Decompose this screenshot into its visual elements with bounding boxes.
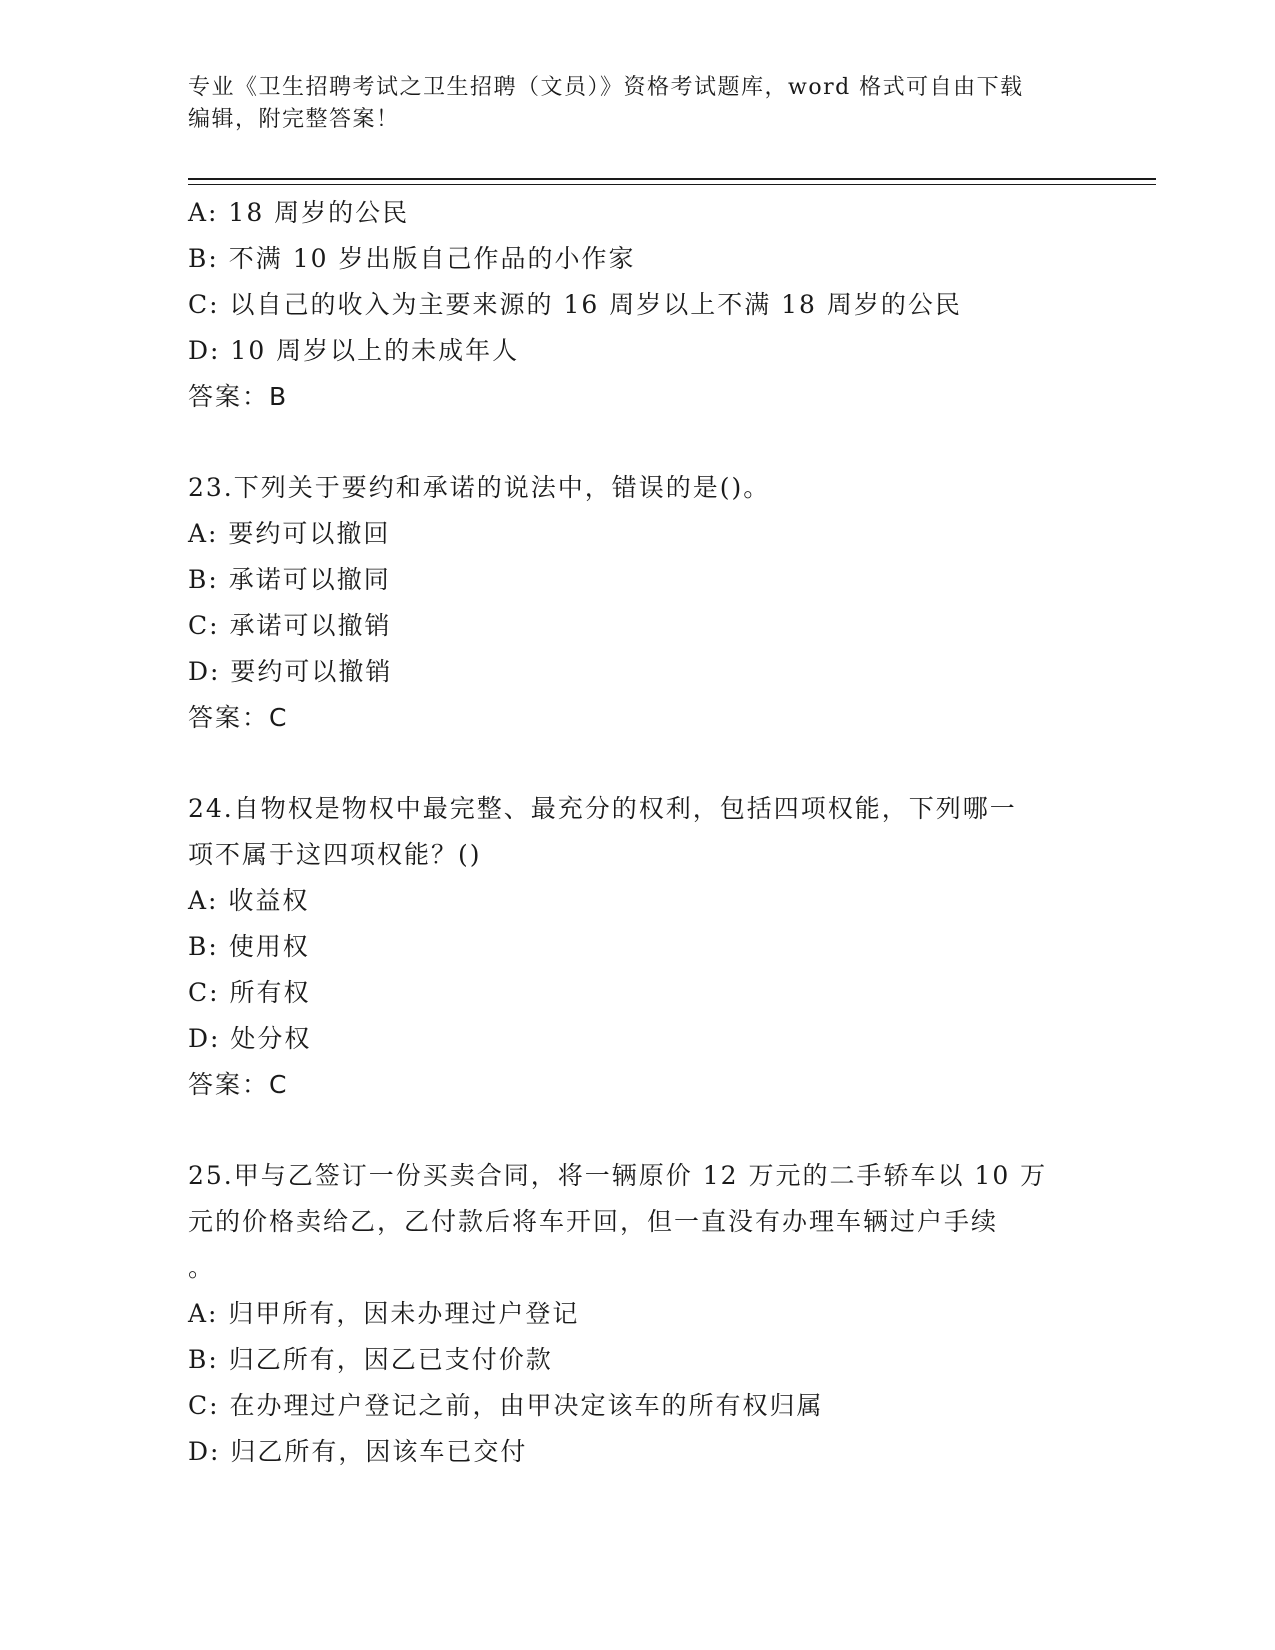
document-header [188,72,1088,136]
question-23 [188,465,1088,741]
question-text-line-1: 24.自物权是物权中最完整、最充分的权利，包括四项权能，下列哪一 [188,794,1017,823]
header-line-2: 编辑，附完整答案！ [188,107,400,132]
option-b: B: 归乙所有，因乙已支付价款 [188,1345,553,1374]
option-b: B: 不满 10 岁出版自己作品的小作家 [188,244,636,273]
question-content [188,190,1088,1475]
answer-line: 答案：B [188,382,289,411]
question-text-line-3: 。 [188,1253,216,1282]
question-25 [188,1153,1088,1475]
option-c: C: 以自己的收入为主要来源的 16 周岁以上不满 18 周岁的公民 [188,290,962,319]
header-divider-thin [188,184,1156,185]
header-line-1: 专业《卫生招聘考试之卫生招聘（文员）》资格考试题库，word 格式可自由下载 [188,75,1024,100]
spacer [188,420,1088,465]
option-c: C: 在办理过户登记之前，由甲决定该车的所有权归属 [188,1391,824,1420]
answer-line: 答案：C [188,703,289,732]
option-a: A: 要约可以撤回 [188,519,391,548]
answer-line: 答案：C [188,1070,289,1099]
option-d: D: 10 周岁以上的未成年人 [188,336,520,365]
question-text: 23.下列关于要约和承诺的说法中，错误的是()。 [188,473,771,502]
option-d: D: 要约可以撤销 [188,657,393,686]
option-b: B: 承诺可以撤同 [188,565,391,594]
question-text-line-2: 元的价格卖给乙，乙付款后将车开回，但一直没有办理车辆过户手续 [188,1207,999,1236]
option-c: C: 承诺可以撤销 [188,611,392,640]
option-d: D: 归乙所有，因该车已交付 [188,1437,528,1466]
option-c: C: 所有权 [188,978,311,1007]
question-text-line-2: 项不属于这四项权能？() [188,840,482,869]
option-a: A: 18 周岁的公民 [188,198,410,227]
question-24 [188,786,1088,1108]
option-d: D: 处分权 [188,1024,312,1053]
spacer [188,1108,1088,1153]
question-text-line-1: 25.甲与乙签订一份买卖合同，将一辆原价 12 万元的二手轿车以 10 万 [188,1161,1048,1190]
option-b: B: 使用权 [188,932,310,961]
header-divider-thick [188,178,1156,180]
spacer [188,741,1088,786]
question-22 [188,190,1088,420]
option-a: A: 归甲所有，因未办理过户登记 [188,1299,580,1328]
option-a: A: 收益权 [188,886,310,915]
